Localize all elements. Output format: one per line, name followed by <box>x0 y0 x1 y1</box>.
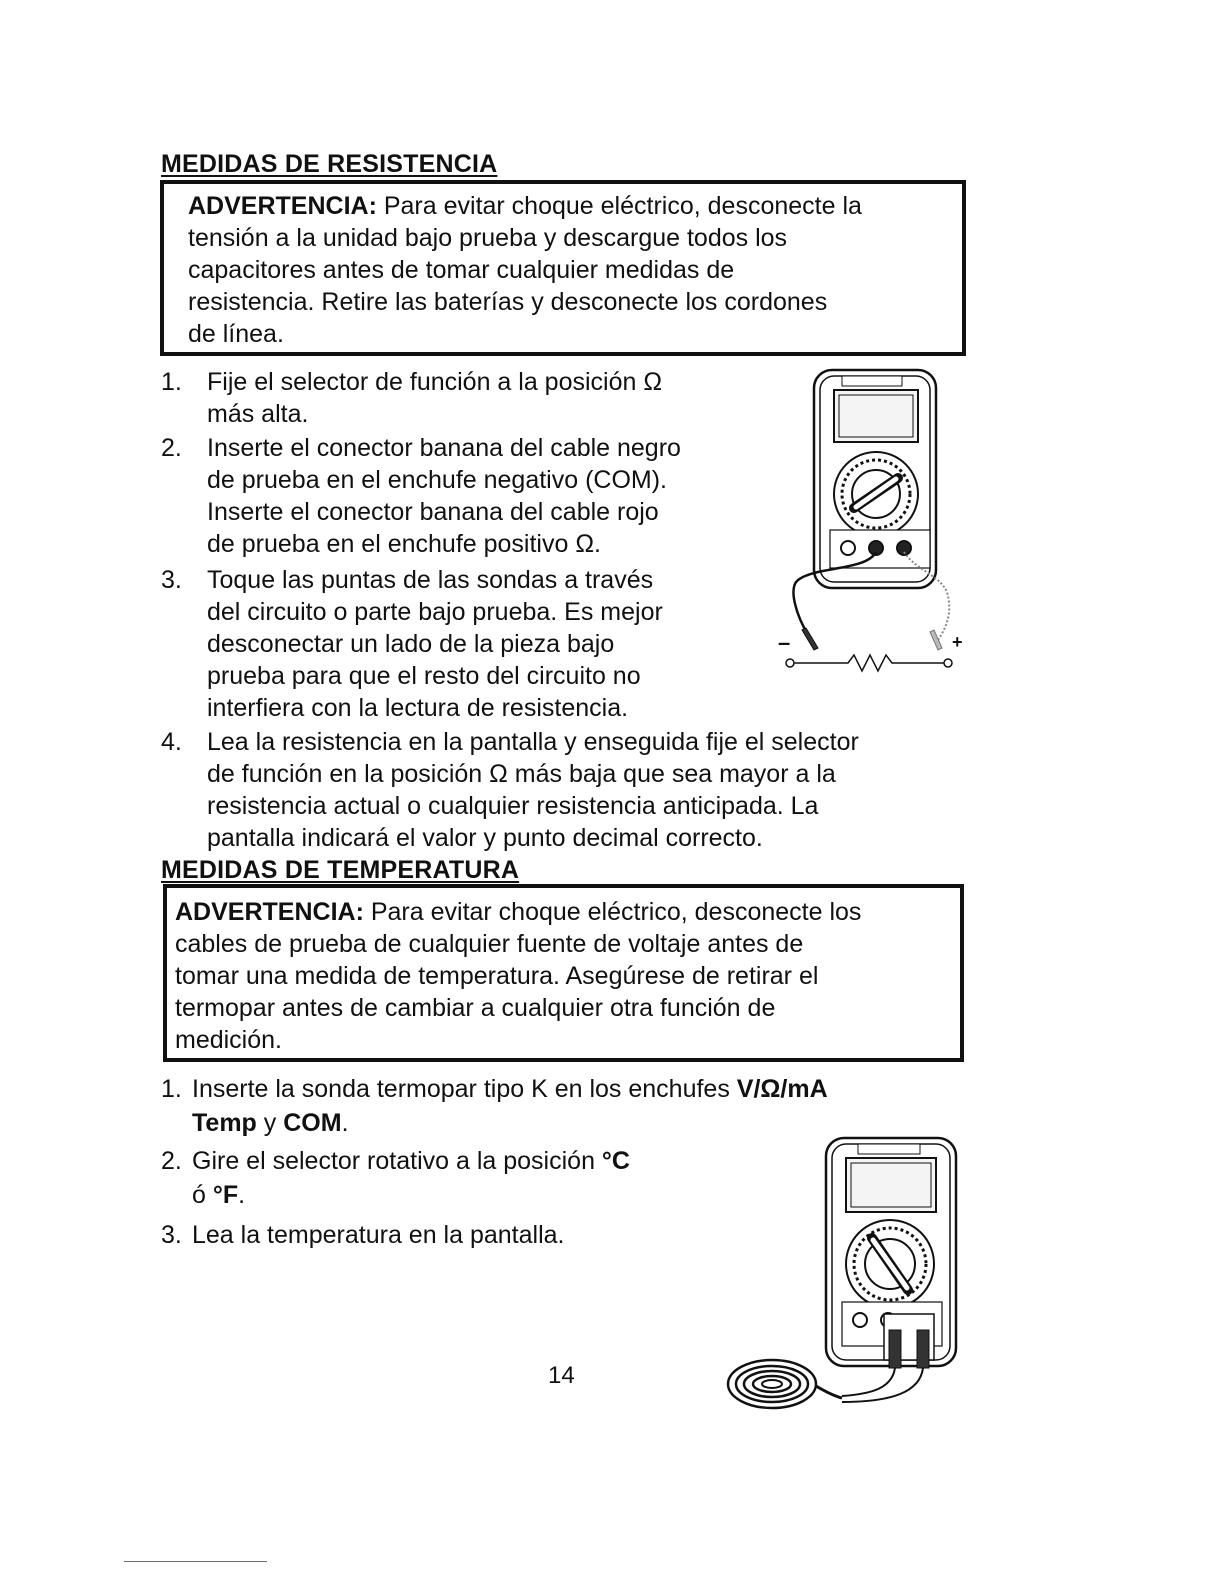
warning-text: capacitores antes de tomar cualquier medidas de <box>188 256 735 284</box>
warning-text: medición. <box>175 1026 282 1054</box>
plus-sign: + <box>952 632 963 652</box>
resistance-step-4 <box>161 726 981 854</box>
step-text: Fije el selector de función a la posición Ω <box>207 368 663 396</box>
step-text: . <box>341 1109 349 1137</box>
step-text: Toque las puntas de las sondas a través <box>207 566 654 594</box>
footer-divider <box>124 1561 267 1562</box>
step-text: resistencia actual o cualquier resistencia anticipada. La <box>207 792 819 820</box>
step-text: desconectar un lado de la pieza bajo <box>207 630 615 658</box>
resistance-warning-box <box>160 180 966 356</box>
unit-celsius: °C <box>601 1147 630 1175</box>
temperature-step-2 <box>161 1144 761 1214</box>
step-text: de prueba en el enchufe negativo (COM). <box>207 466 667 494</box>
step-text: Inserte el conector banana del cable rojo <box>207 498 659 526</box>
multimeter-resistance-illustration <box>776 366 966 686</box>
page-number: 14 <box>548 1362 575 1389</box>
step-text: prueba para que el resto del circuito no <box>207 662 641 690</box>
multimeter-resistance-figure <box>776 366 966 686</box>
unit-fahrenheit: °F <box>212 1181 239 1209</box>
step-text: Lea la resistencia en la pantalla y enseguida fije el selector <box>207 728 859 756</box>
jack-label-vomega: V/Ω/mA <box>736 1075 828 1103</box>
step-text: . <box>238 1181 246 1209</box>
warning-label: ADVERTENCIA: <box>188 192 377 220</box>
step-text: Lea la temperatura en la pantalla. <box>192 1221 565 1249</box>
step-number: 2. <box>161 1147 182 1175</box>
step-text: Inserte la sonda termopar tipo K en los enchufes <box>192 1075 737 1103</box>
warning-text: de línea. <box>188 320 284 348</box>
temperature-heading: MEDIDAS DE TEMPERATURA <box>161 856 520 884</box>
temperature-step-1 <box>161 1072 961 1142</box>
step-text: ó <box>192 1181 213 1209</box>
step-text: del circuito o parte bajo prueba. Es mejor <box>207 598 663 626</box>
warning-text: tomar una medida de temperatura. Asegúrese de retirar el <box>175 962 819 990</box>
temperature-step-3 <box>161 1218 761 1252</box>
step-number: 1. <box>161 368 182 396</box>
multimeter-temperature-illustration <box>722 1134 972 1412</box>
step-text: pantalla indicará el valor y punto decimal correcto. <box>207 824 763 852</box>
temperature-warning-box <box>163 884 964 1062</box>
warning-text: Para evitar choque eléctrico, desconecte los <box>363 898 862 926</box>
jack-label-com: COM <box>283 1109 342 1137</box>
resistance-heading: MEDIDAS DE RESISTENCIA <box>161 150 498 178</box>
warning-text: resistencia. Retire las baterías y desconecte los cordones <box>188 288 828 316</box>
step-number: 3. <box>161 1221 182 1249</box>
step-text: de prueba en el enchufe positivo Ω. <box>207 530 601 558</box>
step-text: de función en la posición Ω más baja que sea mayor a la <box>207 760 836 788</box>
step-text: y <box>256 1109 284 1137</box>
warning-label: ADVERTENCIA: <box>175 898 364 926</box>
warning-text: termopar antes de cambiar a cualquier otra función de <box>175 994 776 1022</box>
step-number: 2. <box>161 434 182 462</box>
step-number: 1. <box>161 1075 182 1103</box>
step-text: más alta. <box>207 400 309 428</box>
multimeter-temperature-figure <box>722 1134 972 1412</box>
step-text: Inserte el conector banana del cable negro <box>207 434 681 462</box>
step-number: 3. <box>161 566 182 594</box>
jack-label-temp: Temp <box>192 1109 257 1137</box>
resistance-step-2 <box>161 432 761 560</box>
step-number: 4. <box>161 728 182 756</box>
warning-text: Para evitar choque eléctrico, desconecte la <box>376 192 862 220</box>
step-text: interfiera con la lectura de resistencia. <box>207 694 629 722</box>
warning-text: cables de prueba de cualquier fuente de voltaje antes de <box>175 930 804 958</box>
resistance-step-1 <box>161 366 761 430</box>
resistance-step-3 <box>161 564 761 724</box>
warning-text: tensión a la unidad bajo prueba y descargue todos los <box>188 224 788 252</box>
minus-sign: – <box>778 630 791 655</box>
step-text: Gire el selector rotativo a la posición <box>192 1147 602 1175</box>
